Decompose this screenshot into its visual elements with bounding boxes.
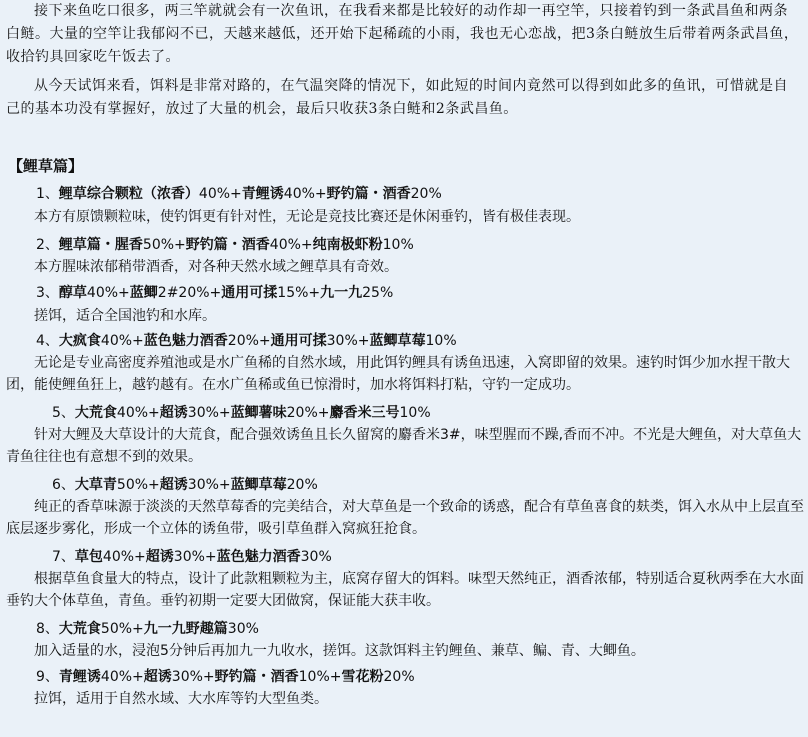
ingredient-ratio: 30% [227,621,259,637]
ingredient-ratio: 50%+ [142,237,186,253]
ingredient-name: 蓝鲫薯味 [230,405,287,421]
ingredient-name: 鲤草篇・腥香 [58,237,143,253]
recipe-title [52,474,318,494]
recipe-number: 8、 [36,621,59,637]
recipe-description: 拉饵，适用于自然水域、大水库等钓大型鱼类。 [34,691,328,707]
section-title: 【鲤草篇】 [8,157,84,175]
ingredient-name: 大荒食 [58,621,101,637]
recipe-number: 9、 [36,669,59,685]
ingredient-name: 九一九野趣篇 [143,621,228,637]
recipe-number: 2、 [36,237,59,253]
recipe-number: 7、 [52,549,75,565]
ingredient-name: 九一九 [320,285,363,301]
ingredient-name: 蓝鲫草莓 [369,333,426,349]
recipe-title [36,282,393,302]
ingredient-name: 通用可揉 [270,333,327,349]
ingredient-ratio: 40%+ [198,186,242,202]
ingredient-ratio: 30% [300,549,332,565]
ingredient-ratio: 40%+ [100,669,144,685]
recipe-title [36,666,415,686]
ingredient-ratio: 50%+ [116,477,160,493]
recipe-description: 针对大鲤及大草设计的大荒食，配合强效诱鱼且长久留窝的麝香米3#，味型腥而不躁,香而不冲。不光是大鲤鱼，对大草鱼大青鱼往往也有意想不到的效果。 [6,427,802,465]
ingredient-ratio: 30%+ [171,669,215,685]
ingredient-name: 超诱 [145,549,174,565]
ingredient-name: 超诱 [143,669,172,685]
ingredient-name: 麝香米三号 [329,405,400,421]
ingredient-name: 蓝鲫草莓 [230,477,287,493]
ingredient-name: 纯南极虾粉 [312,237,383,253]
ingredient-ratio: 30%+ [173,549,217,565]
recipe-number: 3、 [36,285,59,301]
ingredient-name: 野钓篇・酒香 [214,669,299,685]
ingredient-name: 通用可揉 [221,285,278,301]
ingredient-ratio: 10% [399,405,431,421]
recipe-description: 纯正的香草味源于淡淡的天然草莓香的完美结合，对大草鱼是一个致命的诱惑，配合有草鱼喜食的麸类，饵入水从中上层直至底层逐步雾化，形成一个立体的诱鱼带，吸引草鱼群入窝疯狂抢食。 [6,499,804,537]
recipe-title [36,234,414,254]
recipe-number: 1、 [36,186,59,202]
ingredient-ratio: 2#20%+ [157,285,222,301]
recipe-number: 5、 [52,405,75,421]
ingredient-name: 鲤草综合颗粒（浓香） [58,186,199,202]
recipe-number: 6、 [52,477,75,493]
ingredient-name: 青鲤诱 [58,669,101,685]
ingredient-ratio: 20% [286,477,318,493]
ingredient-ratio: 20% [410,186,442,202]
ingredient-ratio: 50%+ [100,621,144,637]
ingredient-ratio: 40%+ [102,549,146,565]
ingredient-name: 蓝鲫 [129,285,158,301]
ingredient-name: 蓝色魅力酒香 [216,549,301,565]
ingredient-ratio: 20%+ [227,333,271,349]
ingredient-name: 蓝色魅力酒香 [143,333,228,349]
ingredient-ratio: 20% [383,669,415,685]
ingredient-name: 醇草 [58,285,87,301]
ingredient-name: 野钓篇・酒香 [326,186,411,202]
recipe-title [36,618,259,638]
ingredient-ratio: 30%+ [187,477,231,493]
ingredient-ratio: 40%+ [283,186,327,202]
ingredient-ratio: 25% [362,285,394,301]
ingredient-name: 草包 [74,549,103,565]
ingredient-name: 大荒食 [74,405,117,421]
recipe-title [52,402,431,422]
ingredient-name: 青鲤诱 [241,186,284,202]
intro-paragraph: 从今天试饵来看，饵料是非常对路的，在气温突降的情况下，如此短的时间内竟然可以得到如此多的鱼讯，可惜就是自己的基本功没有掌握好，放过了大量的机会，最后只收获3条白鲢和2条武昌鱼。 [6,78,788,117]
ingredient-ratio: 10% [382,237,414,253]
recipe-description: 无论是专业高密度养殖池或是水广鱼稀的自然水域，用此饵钓鲤具有诱鱼迅速，入窝即留的效果。速钓时饵少加水捏干散大团，能使鲤鱼狂上，越钓越有。在水广鱼稀或鱼已惊滑时，加水将饵料打粘，守钓一定成功。 [6,355,790,393]
ingredient-name: 野钓篇・酒香 [185,237,270,253]
ingredient-ratio: 30%+ [326,333,370,349]
intro-text [0,0,808,127]
ingredient-name: 大草青 [74,477,117,493]
ingredient-name: 超诱 [159,405,188,421]
recipe-description: 搓饵，适合全国池钓和水库。 [34,308,216,324]
ingredient-ratio: 40%+ [100,333,144,349]
ingredient-ratio: 40%+ [269,237,313,253]
ingredient-ratio: 10% [425,333,457,349]
ingredient-name: 超诱 [159,477,188,493]
intro-paragraph: 接下来鱼吃口很多，两三竿就就会有一次鱼讯，在我看来都是比较好的动作却一再空竿，只接着钓到一条武昌鱼和两条白鲢。大量的空竿让我郁闷不已，天越来越低，还开始下起稀疏的小雨，我也无心恋战，把3条白鲢放生后带着两条武昌鱼，收拾钓具回家吃午饭去了。 [6,3,799,65]
recipe-description: 本方腥味浓郁稍带酒香，对各种天然水域之鲤草具有奇效。 [34,259,398,275]
ingredient-ratio: 40%+ [86,285,130,301]
ingredient-ratio: 15%+ [277,285,321,301]
ingredient-ratio: 10%+ [298,669,342,685]
recipe-title [36,330,457,350]
ingredient-ratio: 40%+ [116,405,160,421]
recipe-title [52,546,332,566]
recipe-description: 加入适量的水，浸泡5分钟后再加九一九收水，搓饵。这款饵料主钓鲤鱼、兼草、鳊、青、大鲫鱼。 [34,643,645,659]
ingredient-ratio: 30%+ [187,405,231,421]
recipe-title [36,183,442,203]
recipe-number: 4、 [36,333,59,349]
ingredient-ratio: 20%+ [286,405,330,421]
ingredient-name: 雪花粉 [341,669,384,685]
recipe-description: 根据草鱼食量大的特点，设计了此款粗颗粒为主，底窝存留大的饵料。味型天然纯正，酒香浓郁，特别适合夏秋两季在大水面垂钓大个体草鱼，青鱼。垂钓初期一定要大团做窝，保证能大获丰收。 [6,571,804,609]
recipe-description: 本方有原馈颗粒味，使钓饵更有针对性，无论是竞技比赛还是休闲垂钓，皆有极佳表现。 [34,209,580,225]
ingredient-name: 大疯食 [58,333,101,349]
